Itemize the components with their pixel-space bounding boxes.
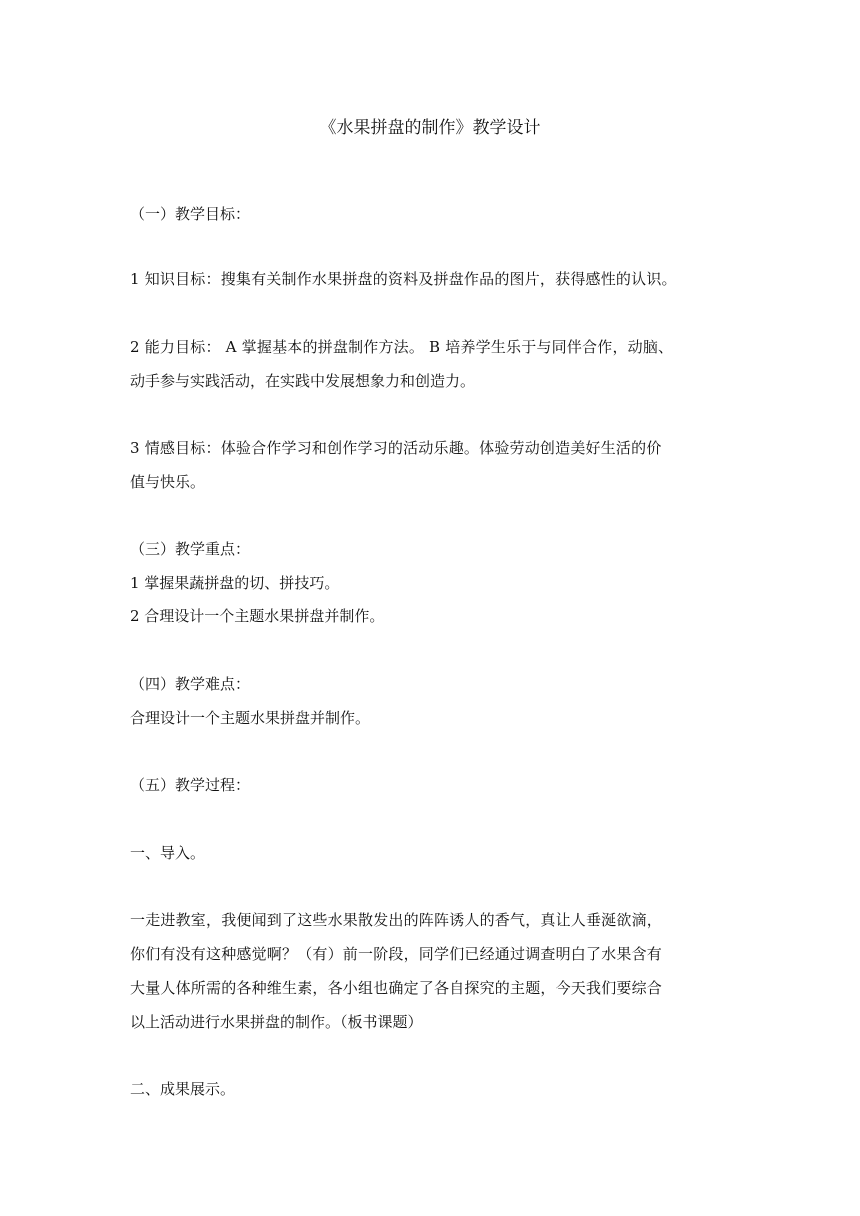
section-heading-difficulty: （四）教学难点： (130, 675, 251, 693)
intro-paragraph-line-2: 你们有没有这种感觉啊？（有）前一阶段，同学们已经通过调查明白了水果含有 (130, 945, 663, 963)
key-point-item-1: 1 掌握果蔬拼盘的切、拼技巧。 (130, 574, 340, 592)
section-heading-goals: （一）教学目标： (130, 205, 251, 223)
goal-emotion-line-1: 3 情感目标：体验合作学习和创作学习的活动乐趣。体验劳动创造美好生活的价 (130, 439, 662, 457)
key-point-item-2: 2 合理设计一个主题水果拼盘并制作。 (130, 607, 385, 625)
intro-paragraph-line-3: 大量人体所需的各种维生素，各小组也确定了各自探究的主题，今天我们要综合 (130, 979, 663, 997)
section-heading-process: （五）教学过程： (130, 776, 251, 794)
goal-ability-line-2: 动手参与实践活动，在实践中发展想象力和创造力。 (130, 372, 476, 390)
difficulty-text: 合理设计一个主题水果拼盘并制作。 (130, 709, 371, 727)
document-title: 《水果拼盘的制作》教学设计 (319, 118, 541, 138)
step-results-heading: 二、成果展示。 (130, 1080, 236, 1098)
intro-paragraph-line-1: 一走进教室，我便闻到了这些水果散发出的阵阵诱人的香气，真让人垂涎欲滴， (130, 911, 663, 929)
goal-emotion-line-2: 值与快乐。 (130, 473, 206, 491)
goal-ability-line-1: 2 能力目标： A 掌握基本的拼盘制作方法。 B 培养学生乐于与同伴合作，动脑、 (130, 338, 674, 356)
section-heading-key-points: （三）教学重点： (130, 540, 251, 558)
goal-knowledge: 1 知识目标：搜集有关制作水果拼盘的资料及拼盘作品的图片，获得感性的认识。 (130, 270, 677, 288)
step-intro-heading: 一、导入。 (130, 844, 206, 862)
intro-paragraph-line-4: 以上活动进行水果拼盘的制作。（板书课题） (130, 1013, 423, 1031)
